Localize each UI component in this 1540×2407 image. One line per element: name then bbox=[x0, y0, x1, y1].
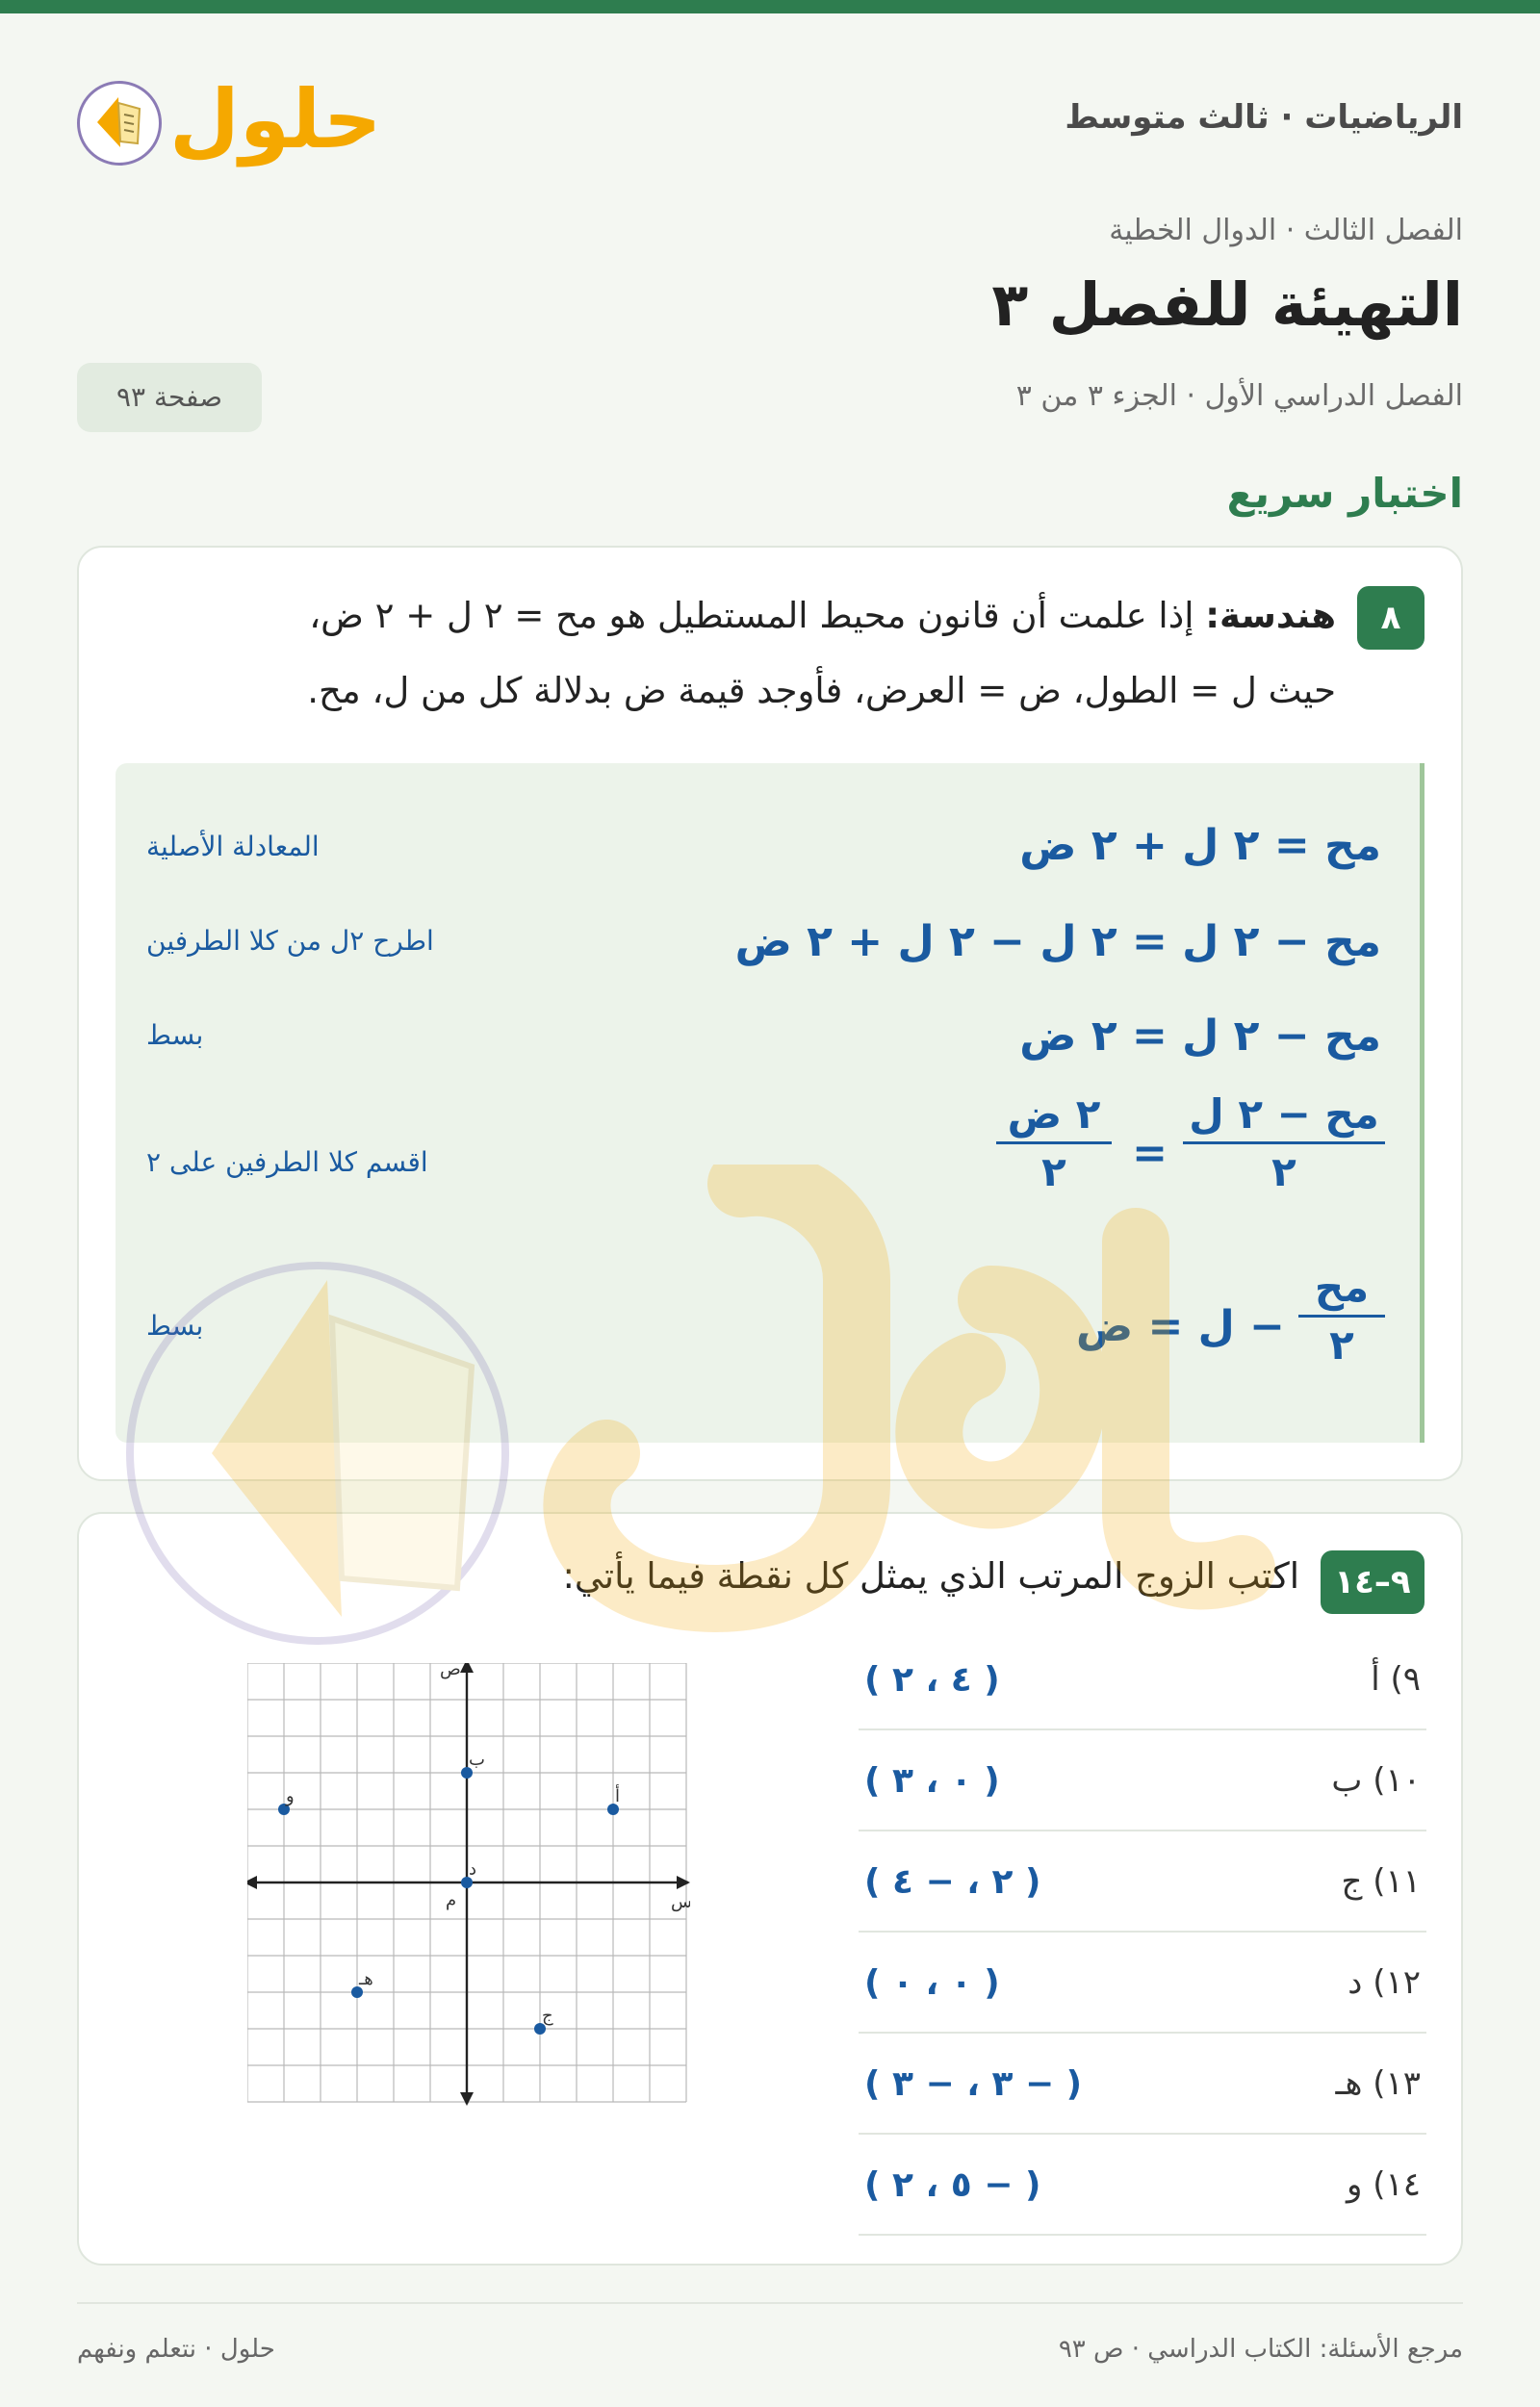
solution-step-3: مح − ٢ ل = ٢ ض bbox=[1019, 1011, 1381, 1061]
page-number-badge: صفحة ٩٣ bbox=[77, 363, 262, 432]
x-axis-label: س bbox=[671, 1892, 690, 1912]
answer-value: ( ٠ ، ٠ ) bbox=[864, 1963, 1000, 2003]
subject-label: الرياضيات · ثالث متوسط bbox=[1065, 98, 1463, 137]
answer-row bbox=[859, 1629, 1426, 1730]
section-title: اختبار سريع bbox=[1226, 470, 1463, 517]
answer-label: ١١) ج bbox=[1341, 1862, 1421, 1901]
answer-value: ( ٠ ، ٣ ) bbox=[864, 1761, 1000, 1801]
fraction-numerator: مح bbox=[1298, 1264, 1385, 1318]
point-label: ج bbox=[542, 2006, 553, 2026]
step-4-left-fraction bbox=[1183, 1090, 1385, 1195]
fraction-numerator: ٢ ض bbox=[996, 1090, 1112, 1144]
step-1-note: المعادلة الأصلية bbox=[146, 831, 320, 862]
answer-value: ( ٢ ، − ٤ ) bbox=[864, 1862, 1041, 1902]
y-axis-arrow-icon bbox=[460, 1663, 474, 1673]
x-axis-arrow-icon bbox=[677, 1876, 690, 1889]
answer-value: ( ٤ ، ٢ ) bbox=[864, 1660, 1000, 1700]
question-8-card bbox=[77, 546, 1463, 1481]
question-topic: هندسة: bbox=[1205, 595, 1336, 636]
solution-step-2: مح − ٢ ل = ٢ ل − ٢ ل + ٢ ض bbox=[734, 917, 1381, 966]
coordinate-grid bbox=[247, 1663, 690, 2115]
point-label: د bbox=[469, 1859, 477, 1880]
answer-row bbox=[859, 1730, 1426, 1831]
step-4-note: اقسم كلا الطرفين على ٢ bbox=[146, 1146, 428, 1178]
step-3-note: بسط bbox=[146, 1019, 204, 1051]
fraction-denominator: ٢ bbox=[1041, 1148, 1066, 1195]
footer-reference: مرجع الأسئلة: الكتاب الدراسي · ص ٩٣ bbox=[1058, 2335, 1463, 2364]
question-prompt: اكتب الزوج المرتب الذي يمثل كل نقطة فيما يأتي: bbox=[562, 1555, 1299, 1597]
fraction-numerator: مح − ٢ ل bbox=[1183, 1090, 1385, 1144]
equals-sign: = bbox=[1132, 1129, 1168, 1178]
answer-value: ( − ٣ ، − ٣ ) bbox=[864, 2064, 1083, 2104]
answer-row bbox=[859, 1933, 1426, 2034]
question-number-badge: ٨ bbox=[1357, 586, 1424, 650]
answer-row bbox=[859, 2034, 1426, 2135]
answer-label: ١٢) د bbox=[1348, 1963, 1421, 2002]
logo-wordmark: حلول bbox=[169, 72, 382, 166]
footer-brand: حلول · نتعلم ونفهم bbox=[77, 2335, 275, 2364]
question-number-badge: ٩–١٤ bbox=[1321, 1550, 1424, 1614]
step-5-note: بسط bbox=[146, 1310, 204, 1342]
step-2-note: اطرح ٢ل من كلا الطرفين bbox=[146, 925, 434, 957]
questions-9-14-card bbox=[77, 1512, 1463, 2266]
origin-label: م bbox=[446, 1890, 457, 1910]
answer-label: ٩) أ bbox=[1371, 1660, 1421, 1699]
answer-label: ١٤) و bbox=[1346, 2165, 1421, 2204]
solution-panel bbox=[116, 763, 1424, 1443]
point-label: ب bbox=[469, 1750, 485, 1770]
question-text: إذا علمت أن قانون محيط المستطيل هو مح = ٢ ل + ٢ ض، bbox=[309, 595, 1194, 636]
question-8-line-2: حيث ل = الطول، ض = العرض، فأوجد قيمة ض بدلالة كل من ل، مح. bbox=[307, 670, 1336, 711]
step-4-right-fraction bbox=[996, 1090, 1112, 1195]
step-5-fraction bbox=[1298, 1264, 1385, 1369]
coordinate-plane bbox=[247, 1663, 690, 2115]
logo[interactable] bbox=[77, 62, 382, 187]
point-label: أ bbox=[615, 1786, 621, 1806]
semester-label: الفصل الدراسي الأول · الجزء ٣ من ٣ bbox=[1015, 379, 1463, 413]
top-accent-bar bbox=[0, 0, 1540, 13]
point-label: هـ bbox=[359, 1969, 373, 1989]
y-axis-arrow-icon bbox=[460, 2092, 474, 2106]
answer-row bbox=[859, 2135, 1426, 2236]
fraction-denominator: ٢ bbox=[1329, 1321, 1354, 1369]
point-label: و bbox=[286, 1786, 295, 1806]
solution-step-1: مح = ٢ ل + ٢ ض bbox=[1019, 821, 1381, 870]
chapter-label: الفصل الثالث · الدوال الخطية bbox=[1109, 214, 1463, 247]
answer-row bbox=[859, 1831, 1426, 1933]
fraction-denominator: ٢ bbox=[1271, 1148, 1296, 1195]
answer-value: ( − ٥ ، ٢ ) bbox=[864, 2165, 1041, 2205]
answer-label: ١٠) ب bbox=[1331, 1761, 1421, 1800]
solution-step-5: − ل = ض bbox=[1075, 1302, 1285, 1351]
book-emblem-icon bbox=[77, 81, 162, 166]
answer-label: ١٣) هـ bbox=[1335, 2064, 1421, 2103]
page-header bbox=[77, 62, 1463, 187]
y-axis-label: ص bbox=[440, 1663, 461, 1679]
x-axis-arrow-icon bbox=[247, 1876, 257, 1889]
footer-divider bbox=[77, 2302, 1463, 2304]
page-title: التهيئة للفصل ٣ bbox=[991, 269, 1463, 340]
question-8-line-1 bbox=[309, 578, 1336, 653]
